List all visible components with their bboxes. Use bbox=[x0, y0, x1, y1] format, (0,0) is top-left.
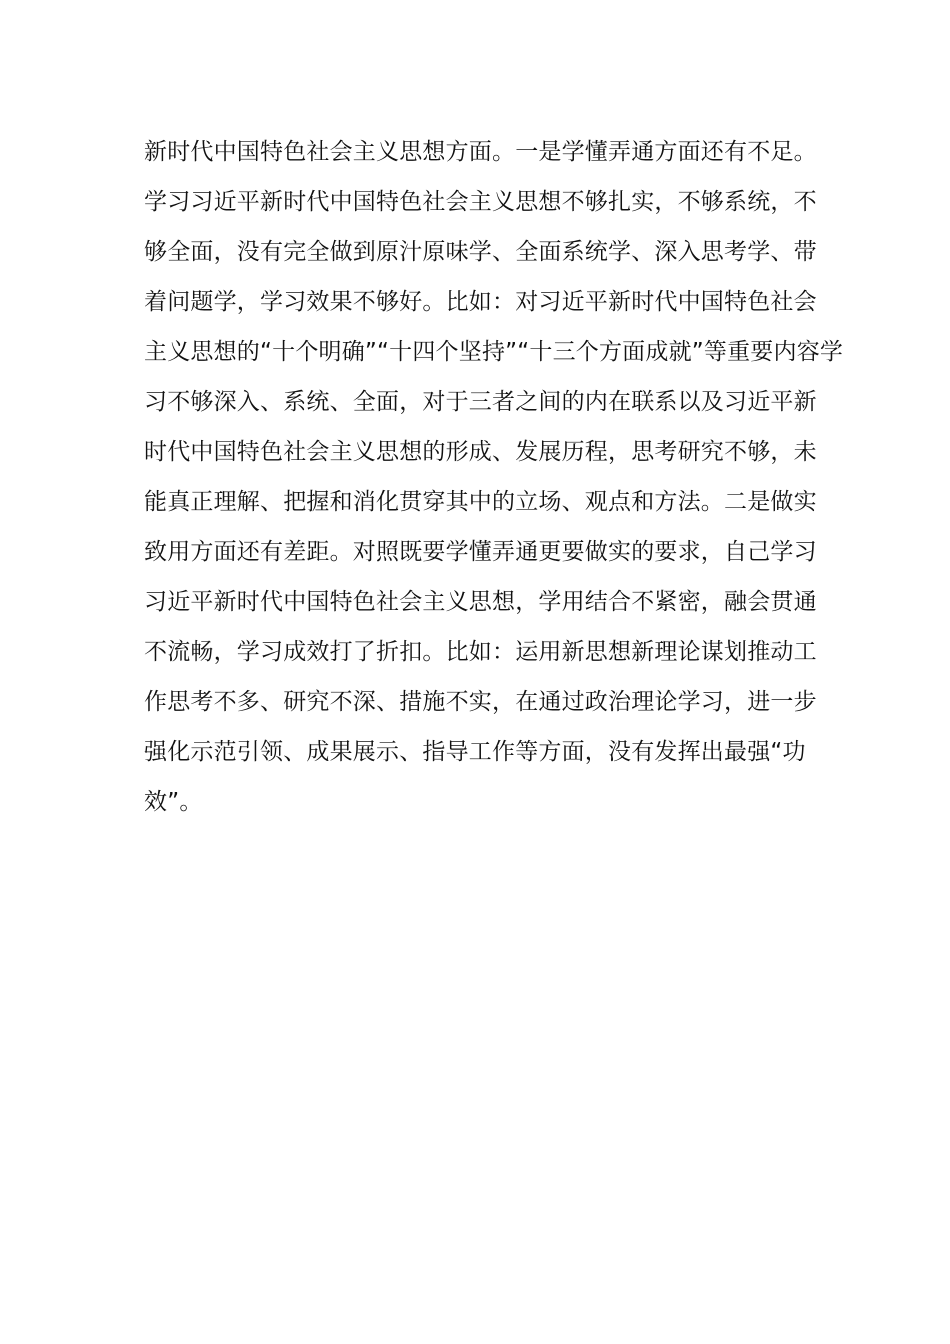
text-line-8: 能真正理解、把握和消化贯穿其中的立场、观点和方法。二是做实 bbox=[144, 489, 817, 515]
text-line-11: 不流畅，学习成效打了折扣。比如：运用新思想新理论谋划推动工 bbox=[144, 639, 817, 665]
text-line-6: 习不够深入、系统、全面，对于三者之间的内在联系以及习近平新 bbox=[144, 389, 817, 415]
text-line-4: 着问题学，学习效果不够好。比如：对习近平新时代中国特色社会 bbox=[144, 289, 817, 315]
text-line-5: 主义思想的“十个明确”“十四个坚持”“十三个方面成就”等重要内容学 bbox=[144, 339, 844, 365]
text-line-2: 学习习近平新时代中国特色社会主义思想不够扎实，不够系统，不 bbox=[144, 189, 817, 215]
text-line-13: 强化示范引领、成果展示、指导工作等方面，没有发挥出最强“功 bbox=[144, 739, 806, 765]
body-paragraph bbox=[144, 127, 844, 827]
text-line-1: 新时代中国特色社会主义思想方面。一是学懂弄通方面还有不足。 bbox=[144, 139, 817, 165]
text-line-7: 时代中国特色社会主义思想的形成、发展历程，思考研究不够，未 bbox=[144, 439, 817, 465]
text-line-14: 效”。 bbox=[144, 789, 203, 815]
text-line-9: 致用方面还有差距。对照既要学懂弄通更要做实的要求，自己学习 bbox=[144, 539, 817, 565]
text-line-10: 习近平新时代中国特色社会主义思想，学用结合不紧密，融会贯通 bbox=[144, 589, 817, 615]
text-line-12: 作思考不多、研究不深、措施不实，在通过政治理论学习，进一步 bbox=[144, 689, 817, 715]
text-line-3: 够全面，没有完全做到原汁原味学、全面系统学、深入思考学、带 bbox=[144, 239, 817, 265]
